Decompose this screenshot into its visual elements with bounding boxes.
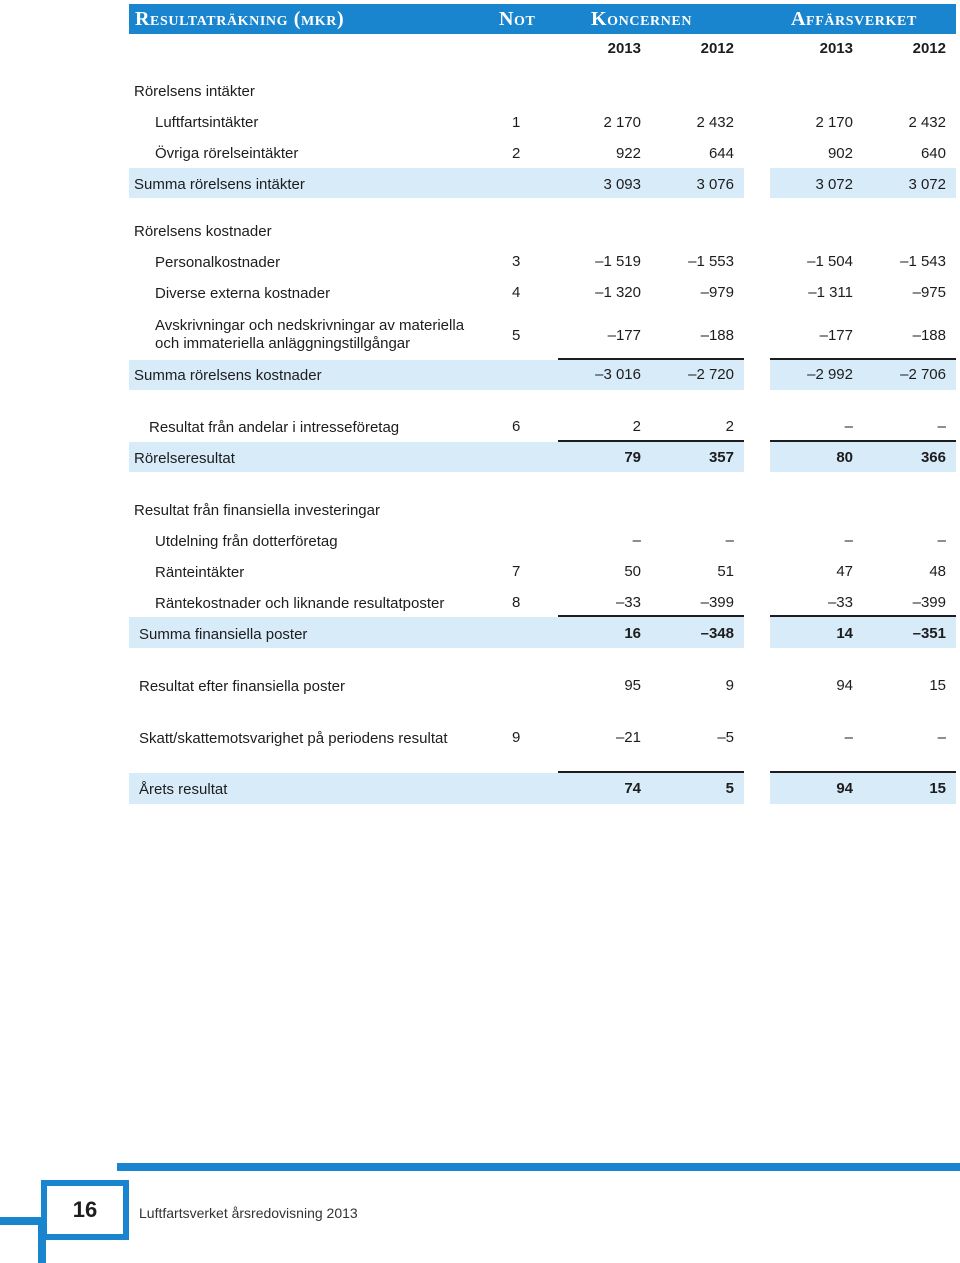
cell: –	[844, 729, 853, 746]
row-label: Utdelning från dotterföretag	[155, 533, 338, 550]
cell: –1 519	[595, 253, 641, 270]
row-label: Luftfartsintäkter	[155, 114, 259, 131]
cell: –1 320	[595, 284, 641, 301]
cell: –3 016	[595, 366, 641, 383]
year-group-2012: 2012	[700, 40, 734, 57]
note-column-header: Not	[499, 8, 536, 30]
cell: 2 170	[603, 114, 641, 131]
cell: –2 992	[807, 366, 853, 383]
row-label: Resultat efter finansiella poster	[139, 678, 345, 695]
publication-title: Luftfartsverket årsredovisning 2013	[139, 1205, 358, 1221]
page-number-box	[41, 1180, 129, 1240]
cell: 2 432	[696, 114, 734, 131]
row-label: Summa rörelsens intäkter	[134, 176, 305, 193]
row-note: 9	[512, 729, 521, 746]
cell: 9	[725, 677, 734, 694]
cell: 50	[624, 563, 641, 580]
sum-rule	[558, 440, 744, 442]
table-title: Resultaträkning (mkr)	[135, 8, 345, 30]
cell: –348	[700, 625, 734, 642]
cell: –33	[615, 594, 641, 611]
cell: 3 093	[603, 176, 641, 193]
row-label: Resultat från andelar i intresseföretag	[149, 419, 400, 436]
cell: 5	[725, 780, 734, 797]
cell: 3 072	[815, 176, 853, 193]
cell: –	[937, 418, 946, 435]
cell: 47	[836, 563, 853, 580]
row-note: 1	[512, 114, 521, 131]
footer-decor-line	[0, 1217, 45, 1225]
cell: –	[937, 532, 946, 549]
cell: 366	[920, 449, 946, 466]
row-label: Personalkostnader	[155, 254, 281, 271]
page-number: 16	[72, 1197, 98, 1222]
sum-rule	[770, 615, 956, 617]
row-label-line1: Avskrivningar och nedskrivningar av materiella	[155, 317, 465, 334]
cell: 79	[624, 449, 641, 466]
row-note: 6	[512, 418, 521, 435]
row-label: Summa rörelsens kostnader	[134, 367, 322, 384]
cell: 3 072	[908, 176, 946, 193]
sum-rule	[558, 771, 744, 773]
row-label-line2: och immateriella anläggningstillgångar	[155, 335, 411, 352]
row-note: 5	[512, 327, 521, 344]
cell: 644	[708, 145, 734, 162]
row-label: Diverse externa kostnader	[155, 285, 331, 302]
cell: –2 706	[900, 366, 946, 383]
cell: 94	[836, 780, 853, 797]
footer-decor-line	[117, 1163, 960, 1171]
year-company-2013: 2013	[819, 40, 853, 57]
cell: 640	[920, 145, 946, 162]
cell: 357	[708, 449, 734, 466]
company-column-header: Affärsverket	[791, 8, 917, 30]
row-note: 7	[512, 563, 521, 580]
sum-rule	[558, 358, 744, 360]
group-column-header: Koncernen	[591, 8, 693, 30]
cell: 16	[624, 625, 641, 642]
cell: 2 170	[815, 114, 853, 131]
sum-rule	[770, 358, 956, 360]
sum-rule	[770, 771, 956, 773]
section-title: Resultat från finansiella investeringar	[134, 502, 380, 519]
cell: 94	[836, 677, 853, 694]
cell: –1 504	[807, 253, 853, 270]
cell: –	[844, 532, 853, 549]
cell: –1 543	[900, 253, 946, 270]
sum-rule	[558, 615, 744, 617]
cell: 74	[624, 780, 641, 797]
section-title: Rörelsens intäkter	[134, 83, 255, 100]
cell: –177	[819, 327, 853, 344]
cell: –1 311	[808, 284, 853, 301]
row-label: Räntekostnader och liknande resultatposter	[155, 595, 445, 612]
cell: 2 432	[908, 114, 946, 131]
row-label: Ränteintäkter	[155, 564, 245, 581]
cell: 15	[929, 780, 946, 797]
cell: 2	[632, 418, 641, 435]
cell: 15	[929, 677, 946, 694]
cell: –	[725, 532, 734, 549]
cell: –	[632, 532, 641, 549]
table-header-bar	[129, 4, 956, 34]
cell: –33	[827, 594, 853, 611]
cell: –1 553	[688, 253, 734, 270]
cell: 80	[836, 449, 853, 466]
year-company-2012: 2012	[912, 40, 946, 57]
row-label: Årets resultat	[139, 781, 228, 798]
row-label: Summa finansiella poster	[139, 626, 308, 643]
cell: 922	[615, 145, 641, 162]
cell: –188	[912, 327, 946, 344]
cell: 95	[624, 677, 641, 694]
sum-rule	[770, 440, 956, 442]
cell: 48	[929, 563, 946, 580]
row-note: 2	[512, 145, 521, 162]
row-note: 8	[512, 594, 521, 611]
cell: –21	[615, 729, 641, 746]
cell: –2 720	[688, 366, 734, 383]
cell: –	[937, 729, 946, 746]
cell: –399	[700, 594, 734, 611]
cell: –975	[912, 284, 946, 301]
cell: 2	[725, 418, 734, 435]
row-label: Skatt/skattemotsvarighet på periodens resultat	[139, 730, 448, 747]
year-group-2013: 2013	[607, 40, 641, 57]
cell: 51	[717, 563, 734, 580]
cell: –979	[700, 284, 734, 301]
section-title: Rörelsens kostnader	[134, 223, 272, 240]
cell: –399	[912, 594, 946, 611]
cell: 3 076	[696, 176, 734, 193]
cell: 14	[836, 625, 853, 642]
cell: –351	[912, 625, 946, 642]
row-label: Rörelseresultat	[134, 450, 235, 467]
cell: 902	[827, 145, 853, 162]
row-note: 3	[512, 253, 521, 270]
cell: –	[844, 418, 853, 435]
row-note: 4	[512, 284, 521, 301]
cell: –5	[717, 729, 734, 746]
cell: –188	[700, 327, 734, 344]
cell: –177	[607, 327, 641, 344]
row-label: Övriga rörelseintäkter	[155, 145, 299, 162]
